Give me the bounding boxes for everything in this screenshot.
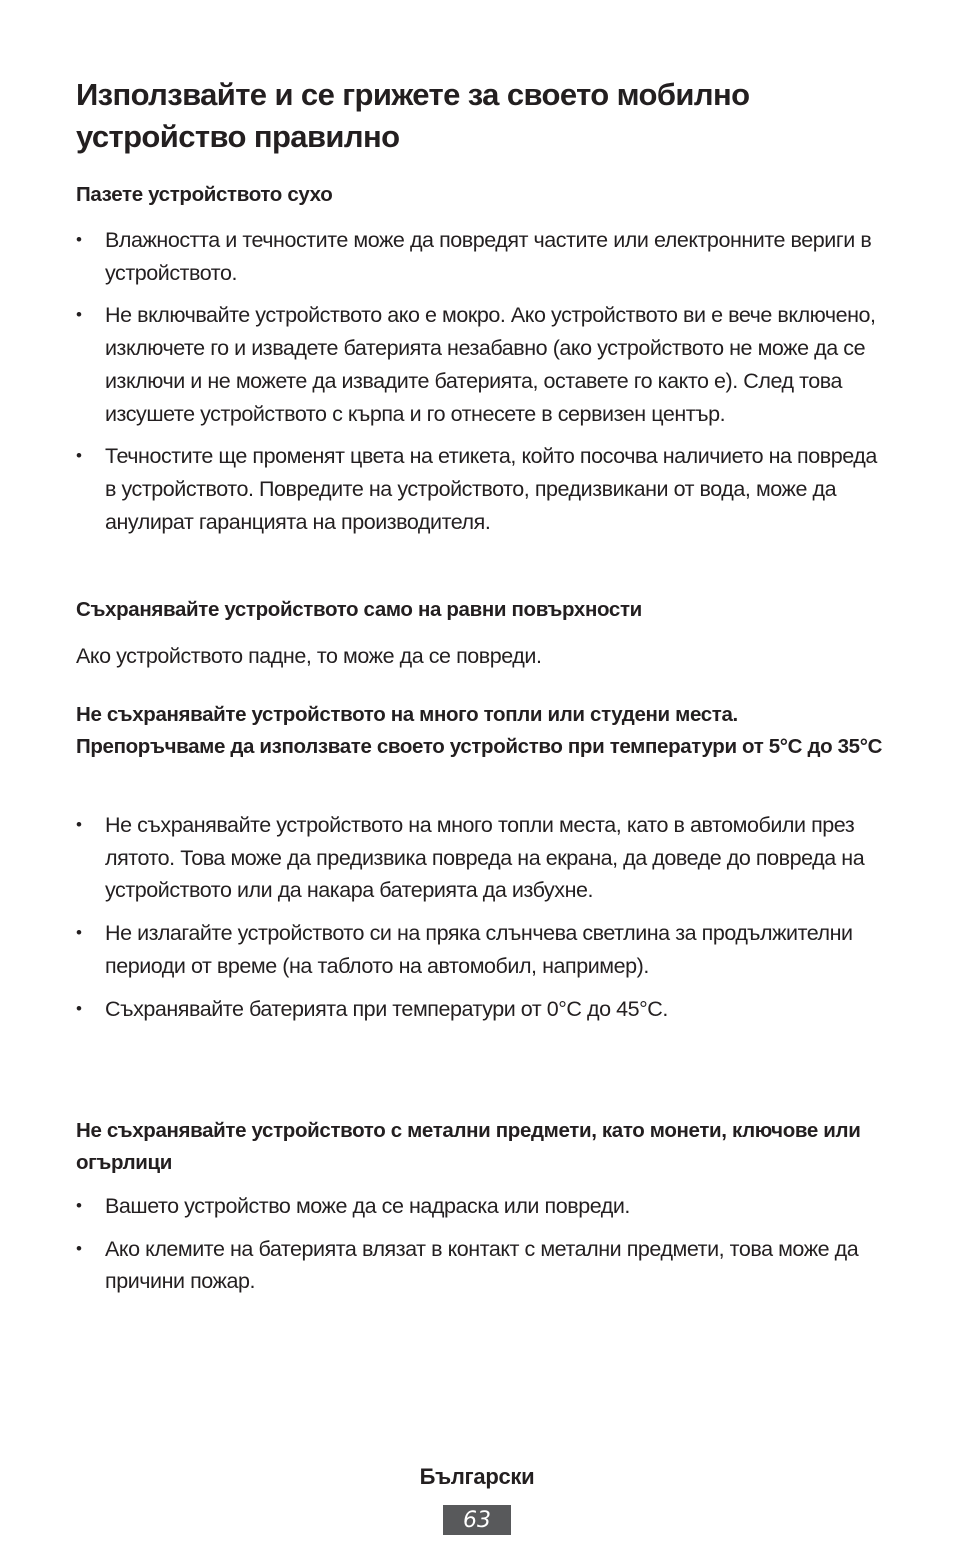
footer-language: Български	[419, 1464, 535, 1489]
bullet-icon: •	[76, 230, 82, 249]
bullet-icon: •	[76, 446, 82, 466]
page-number-badge: 63	[443, 1505, 511, 1535]
list-item: • Влажността и течностите може да повредят частите или електронните вериги в устройството.	[76, 224, 891, 289]
list-item: • Вашето устройство може да се надраска или повреди.	[76, 1190, 891, 1223]
list-item: • Течностите ще променят цвета на етикета, който посочва наличието на повреда в устройството. Повредите на устройството, предизвикани от вода, може да анулират гаранцията на производителя.	[76, 440, 891, 538]
section-text-flat-surfaces: Ако устройството падне, то може да се повреди.	[76, 644, 542, 668]
bullet-icon: •	[76, 923, 82, 943]
section-heading-keep-dry: Пазете устройството сухо	[76, 183, 333, 206]
section-heading-metal-objects: Не съхранявайте устройството с метални предмети, като монети, ключове или огърлици	[76, 1119, 861, 1174]
list-item: • Ако клемите на батерията влязат в контакт с метални предмети, това може да причини пожар.	[76, 1233, 891, 1298]
bullet-icon: •	[76, 1196, 82, 1215]
bullet-icon: •	[76, 815, 82, 834]
list-item: • Не излагайте устройството си на пряка слънчева светлина за продължителни периоди от време (на таблото на автомобил, например).	[76, 917, 891, 982]
section-list-keep-dry	[76, 224, 891, 538]
bullet-icon: •	[76, 1238, 82, 1258]
list-item: • Не включвайте устройството ако е мокро. Ако устройството ви е вече включено, изключете го и извадете батерията незабавно (ако устройството не може да се изключи и не можете да извадите батерията, оставете го както е). След това изсушете устройството с кърпа и го отнесете в сервизен център.	[76, 299, 891, 430]
bullet-icon: •	[76, 998, 82, 1018]
section-list-temperature	[76, 809, 891, 1025]
list-item: • Съхранявайте батерията при температури от 0°C до 45°C.	[76, 993, 891, 1026]
section-heading-flat-surfaces: Съхранявайте устройството само на равни повърхности	[76, 598, 642, 621]
page-title: Използвайте и се грижете за своето мобилно устройство правилно	[76, 77, 750, 154]
list-item: • Не съхранявайте устройството на много топли места, като в автомобили през лятото. Това може да предизвика повреда на екрана, да доведе до повреда на устройството или да накара батерията да избухне.	[76, 809, 891, 907]
section-list-metal-objects	[76, 1190, 891, 1298]
bullet-icon: •	[76, 305, 82, 325]
section-heading-temperature: Не съхранявайте устройството на много топли или студени места. Препоръчваме да използвате своето устройство при температури от 5°C до 35°C	[76, 703, 883, 758]
